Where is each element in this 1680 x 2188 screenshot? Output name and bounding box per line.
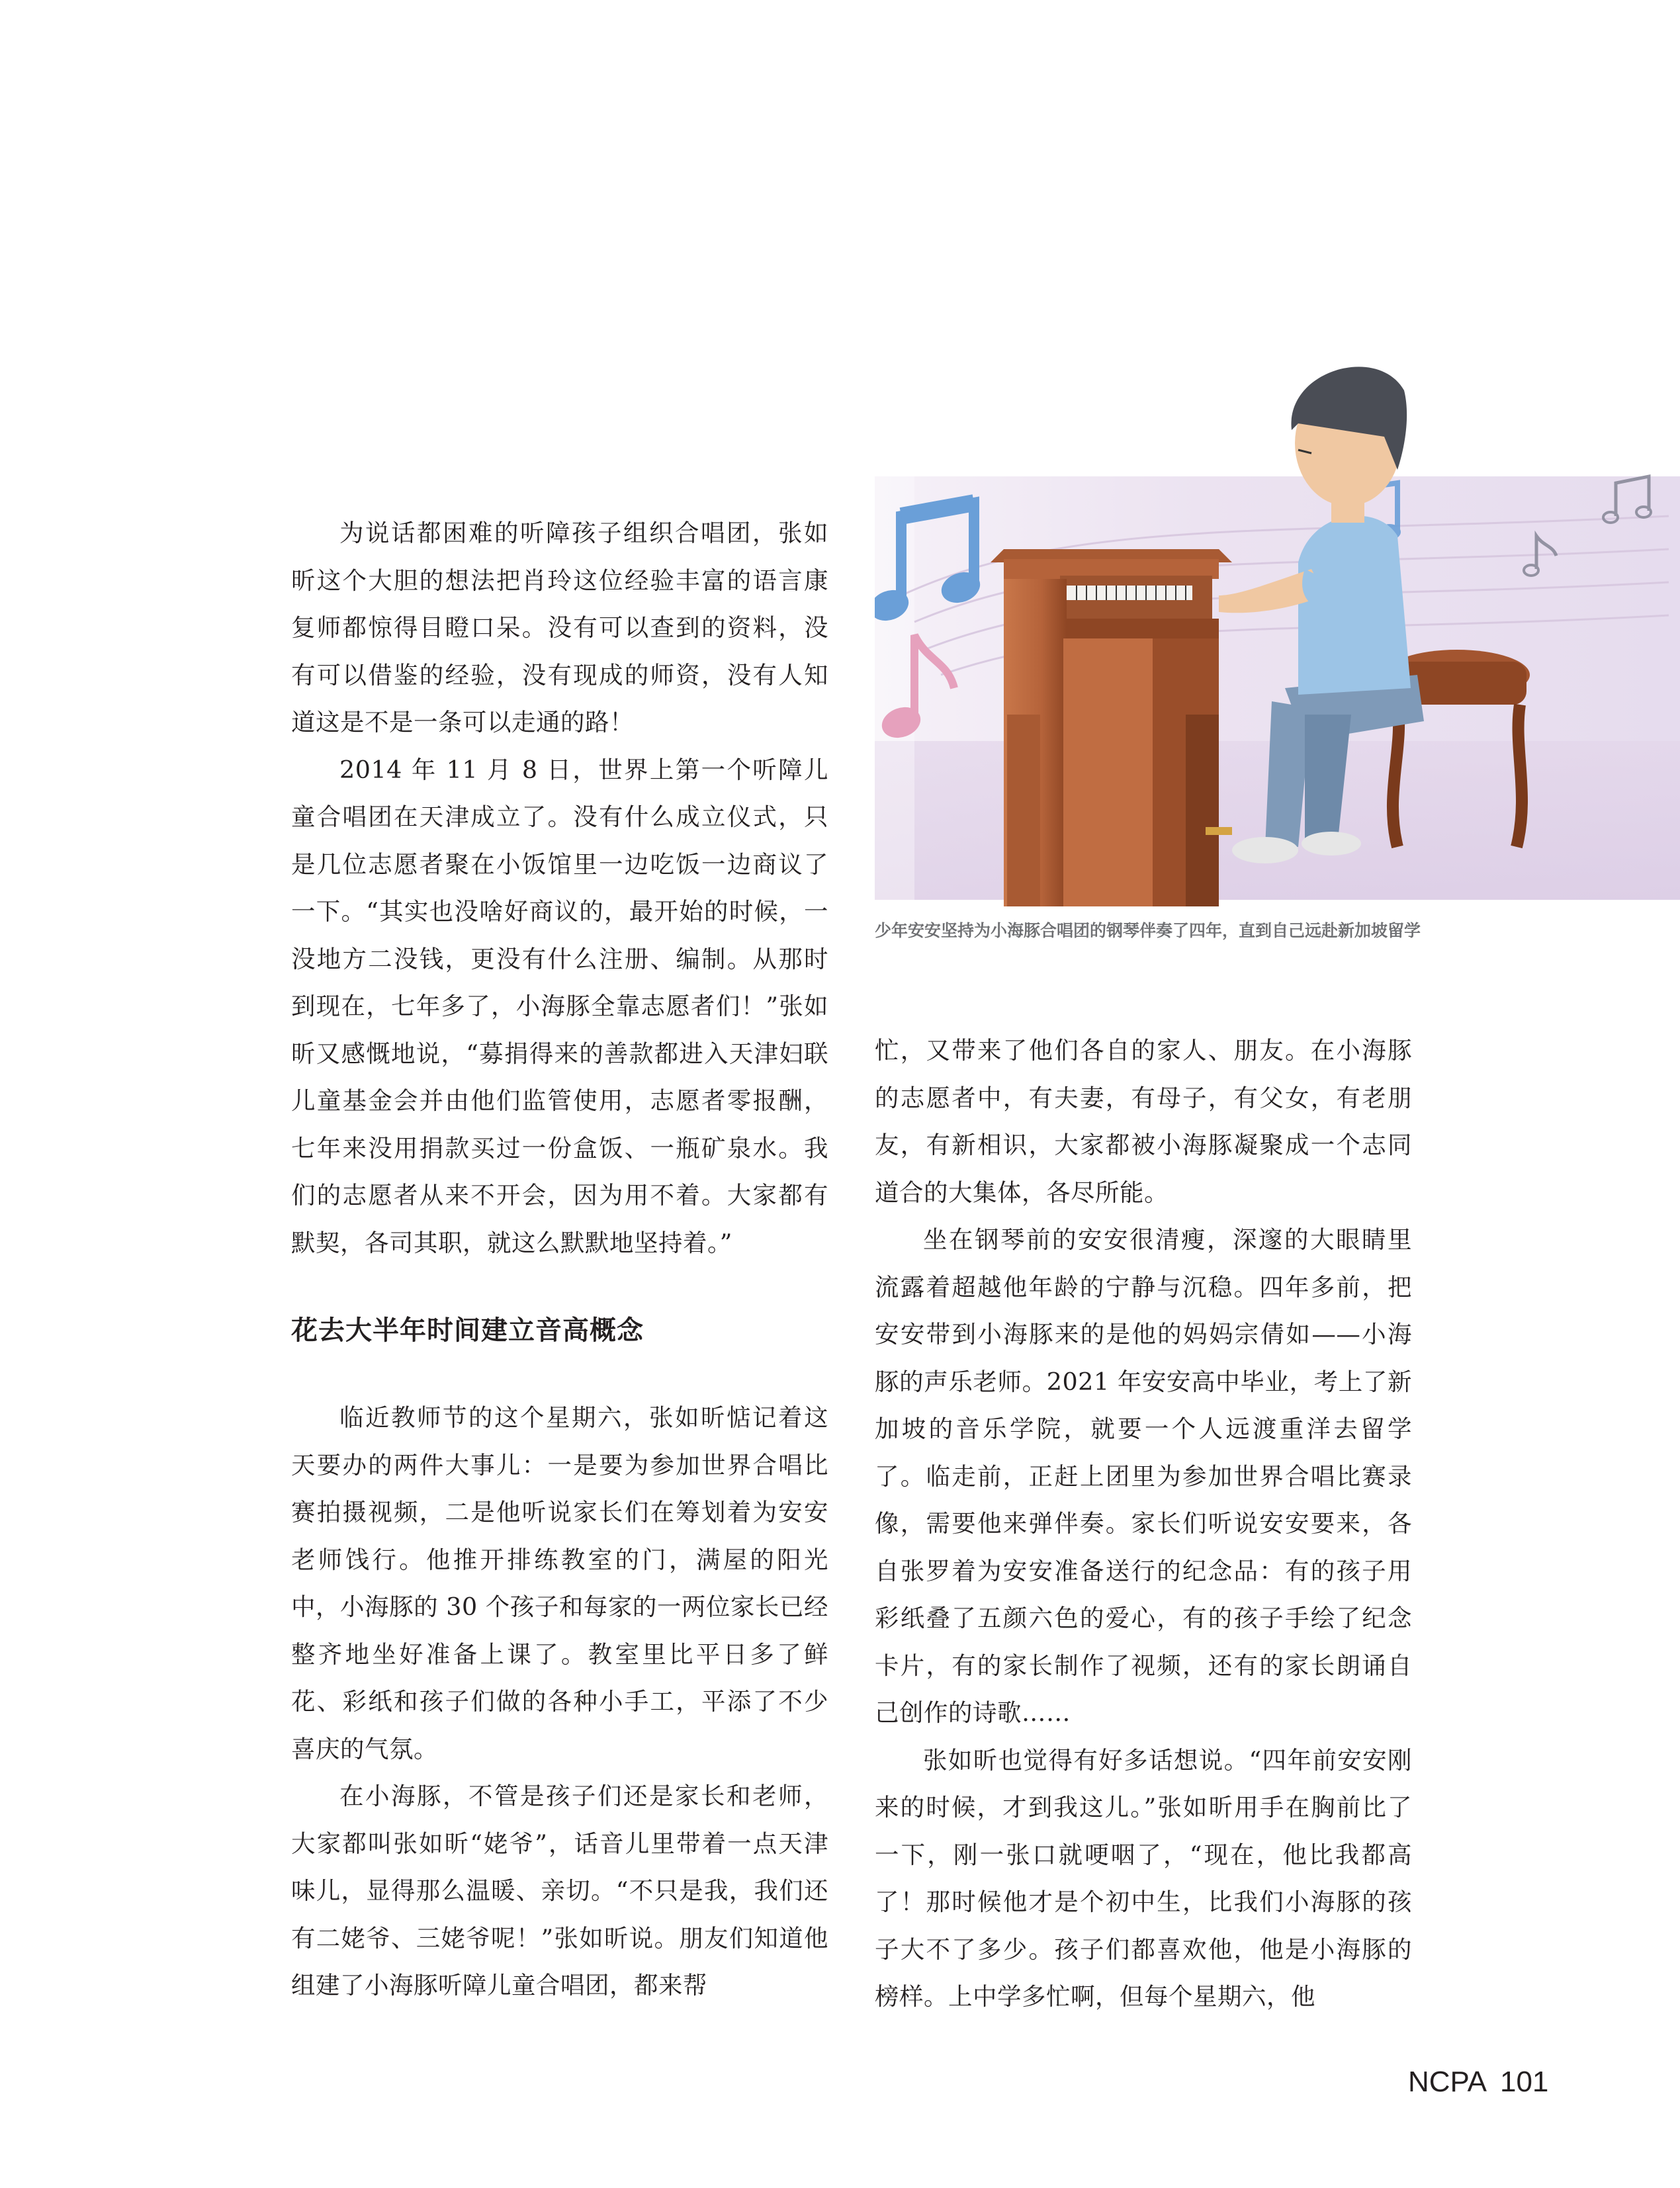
paragraph-3: 临近教师节的这个星期六，张如昕惦记着这天要办的两件大事儿：一是要为参加世界合唱比赛拍摄视频，二是他听说家长们在筹划着为安安老师饯行。他推开排练教室的门，满屋的阳光中，小海豚的 30 个孩子和每家的一两位家长已经整齐地坐好准备上课了。教室里比平日多了鲜花、彩纸和孩子们做的各种小手工，平添了不少喜庆的气氛。 (291, 1403, 828, 1763)
right-column (875, 1027, 1412, 2021)
paragraph-6: 张如昕也觉得有好多话想说。“四年前安安刚来的时候，才到我这儿。”张如昕用手在胸前比了一下，刚一张口就哽咽了，“现在，他比我都高了！那时候他才是个初中生，比我们小海豚的孩子大不了多少。孩子们都喜欢他，他是小海豚的榜样。上中学多忙啊，但每个星期六，他 (875, 1745, 1412, 2011)
piano-boy-illustration (875, 318, 1680, 906)
magazine-name: NCPA (1408, 2066, 1487, 2098)
piano-icon (991, 549, 1232, 906)
page-footer (1408, 2065, 1548, 2099)
paragraph-continuation: 忙，又带来了他们各自的家人、朋友。在小海豚的志愿者中，有夫妻，有母子，有父女，有老朋友，有新相识，大家都被小海豚凝聚成一个志同道合的大集体，各尽所能。 (875, 1036, 1412, 1207)
section-heading: 花去大半年时间建立音高概念 (291, 1315, 644, 1346)
figure-caption: 少年安安坚持为小海豚合唱团的钢琴伴奏了四年，直到自己远赴新加坡留学 (875, 921, 1421, 940)
paragraph-2: 2014 年 11 月 8 日，世界上第一个听障儿童合唱团在天津成立了。没有什么成立仪式，只是几位志愿者聚在小饭馆里一边吃饭一边商议了一下。“其实也没啥好商议的，最开始的时候，一没地方二没钱，更没有什么注册、编制。从那时到现在，七年多了，小海豚全靠志愿者们！”张如昕又感慨地说，“募捐得来的善款都进入天津妇联儿童基金会并由他们监管使用，志愿者零报酬，七年来没用捐款买过一份盒饭、一瓶矿泉水。我们的志愿者从来不开会，因为用不着。大家都有默契，各司其职，就这么默默地坚持着。” (291, 755, 828, 1257)
paragraph-4: 在小海豚，不管是孩子们还是家长和老师，大家都叫张如昕“姥爷”，话音儿里带着一点天津味儿，显得那么温暖、亲切。“不只是我，我们还有二姥爷、三姥爷呢！”张如昕说。朋友们知道他组建了小海豚听障儿童合唱团，都来帮 (291, 1782, 828, 1999)
paragraph-5: 坐在钢琴前的安安很清瘦，深邃的大眼睛里流露着超越他年龄的宁静与沉稳。四年多前，把安安带到小海豚来的是他的妈妈宗倩如——小海豚的声乐老师。2021 年安安高中毕业，考上了新加坡的音乐学院，就要一个人远渡重洋去留学了。临走前，正赶上团里为参加世界合唱比赛录像，需要他来弹伴奏。家长们听说安安要来，各自张罗着为安安准备送行的纪念品：有的孩子用彩纸叠了五颜六色的爱心，有的孩子手绘了纪念卡片，有的家长制作了视频，还有的家长朗诵自己创作的诗歌…… (875, 1225, 1412, 1727)
paragraph-1: 为说话都困难的听障孩子组织合唱团，张如昕这个大胆的想法把肖玲这位经验丰富的语言康复师都惊得目瞪口呆。没有可以查到的资料，没有可以借鉴的经验，没有现成的师资，没有人知道这是不是一条可以走通的路！ (291, 519, 828, 736)
left-column (291, 509, 828, 2009)
page-number: 101 (1499, 2066, 1549, 2098)
